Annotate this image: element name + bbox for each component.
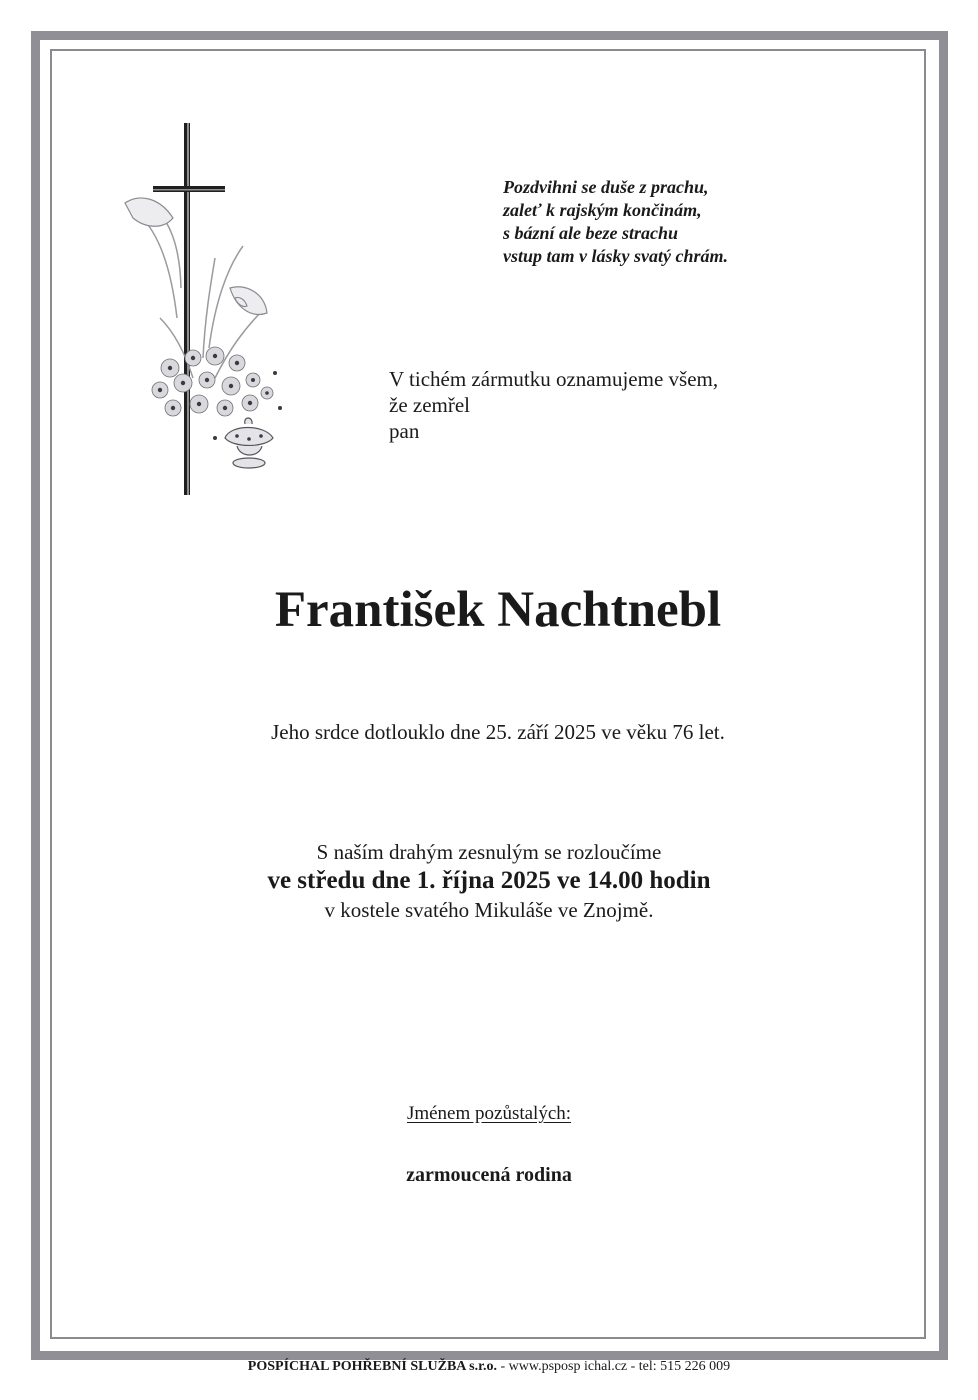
farewell-block: [0, 838, 978, 924]
footer: [0, 1357, 978, 1377]
behalf-label-text: Jménem pozůstalých:: [406, 1103, 572, 1124]
death-notice: Jeho srdce dotlouklo dne 25. září 2025 ve věku 76 let.: [271, 720, 725, 744]
poem: [503, 176, 833, 268]
farewell-place: v kostele svatého Mikuláše ve Znojmě.: [324, 898, 654, 922]
poem-line: vstup tam v lásky svatý chrám.: [503, 246, 728, 266]
intro-line: že zemřel: [389, 393, 471, 417]
farewell-datetime: ve středu dne 1. října 2025 ve 14.00 hodin: [267, 867, 711, 894]
footer-contact: - www.psposp ichal.cz - tel: 515 226 009: [497, 1359, 731, 1374]
announcement-intro: [389, 366, 809, 444]
intro-line: pan: [389, 419, 420, 443]
footer-company: POSPÍCHAL POHŘEBNÍ SLUŽBA s.r.o.: [247, 1359, 498, 1374]
behalf-label: [0, 1101, 978, 1127]
poem-line: s bázní ale beze strachu: [503, 223, 679, 243]
deceased-name: František Nachtnebl: [274, 582, 722, 638]
poem-line: Pozdvihni se duše z prachu,: [503, 177, 709, 197]
intro-line: V tichém zármutku oznamujeme všem,: [389, 367, 719, 391]
family-signature: zarmoucená rodina: [406, 1164, 572, 1186]
farewell-line: S naším drahým zesnulým se rozloučíme: [316, 840, 662, 864]
poem-line: zaleť k rajským končinám,: [503, 200, 702, 220]
cross-with-flowers-icon: [115, 118, 305, 500]
